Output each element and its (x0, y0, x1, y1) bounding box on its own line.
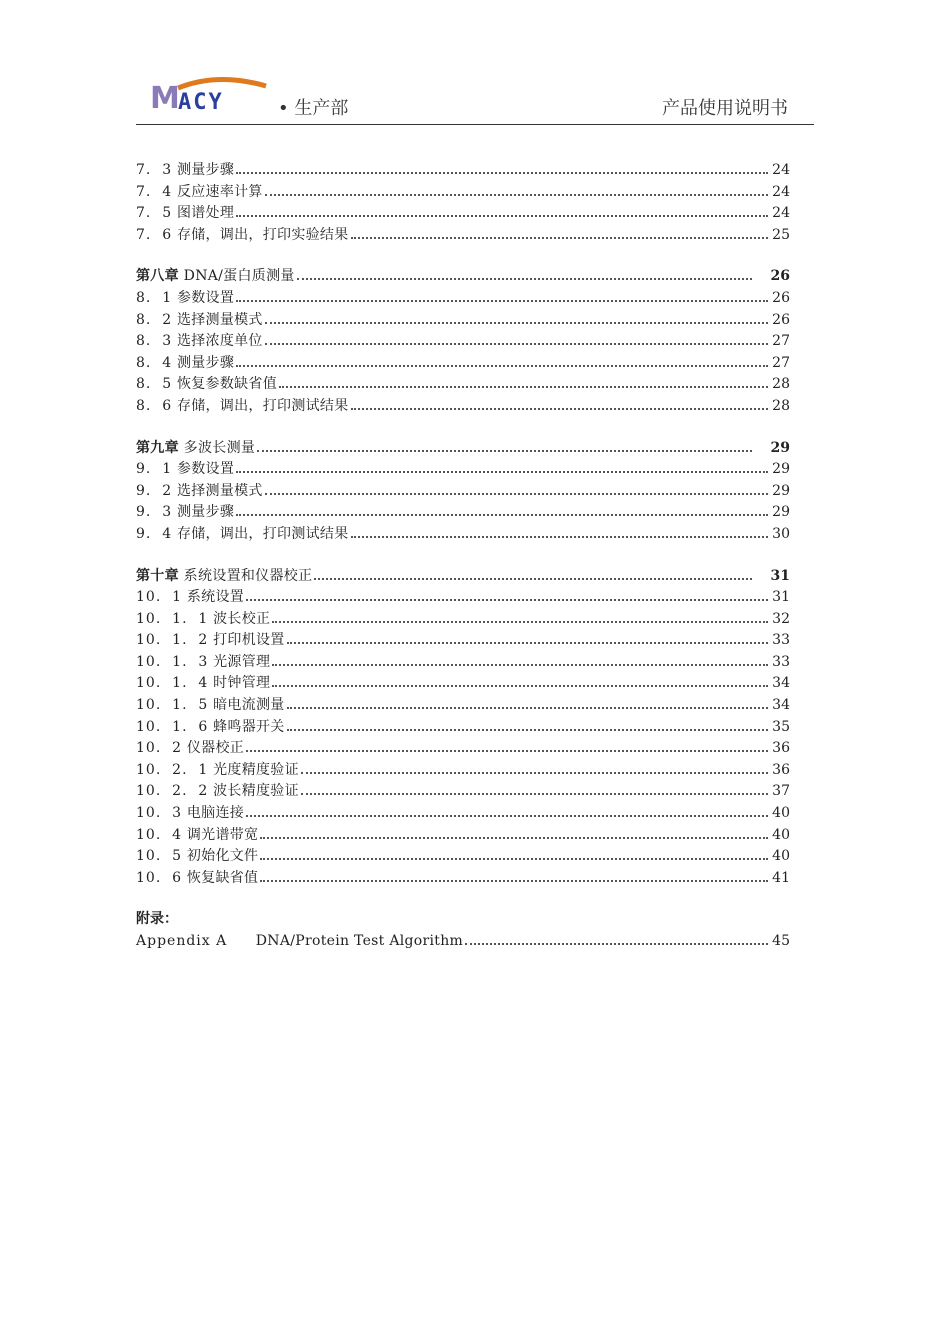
page-number: 36 (772, 740, 790, 757)
section-number: 10. 1. 5 (136, 697, 209, 714)
page-number: 25 (772, 226, 790, 243)
appendix-heading: 附录： (136, 911, 178, 928)
toc-entry[interactable] (136, 182, 790, 204)
section-title: 波长校正 (213, 610, 271, 627)
toc-entry-label (136, 225, 349, 247)
chapter-title: DNA/蛋白质测量 (183, 268, 295, 285)
toc-entry-label (136, 396, 349, 418)
chapter-title: 多波长测量 (183, 439, 256, 456)
page-number: 29 (770, 439, 790, 456)
toc-entry[interactable] (136, 609, 790, 631)
toc-entry-label (136, 868, 258, 890)
toc-entry-label (136, 310, 263, 332)
toc-group-9 (136, 459, 790, 545)
toc-entry[interactable] (136, 331, 790, 353)
page-number: 24 (772, 205, 790, 222)
section-number: 8. 6 (136, 397, 173, 414)
page-number: 34 (772, 697, 790, 714)
page-number: 26 (770, 268, 790, 285)
dot-leader (260, 880, 768, 882)
toc-group-10 (136, 587, 790, 889)
toc-chapter-10[interactable] (136, 566, 790, 588)
section-title: 图谱处理 (176, 205, 235, 222)
dot-leader (246, 815, 768, 817)
page-number: 40 (772, 848, 790, 865)
section-title: 测量步骤 (176, 354, 235, 371)
section-number: 10. 1. 1 (136, 610, 209, 627)
section-number: 10. 3 (136, 805, 183, 822)
toc-entry[interactable] (136, 695, 790, 717)
section-title: 系统设置 (186, 589, 245, 606)
dot-leader (236, 172, 768, 174)
section-title: DNA/Protein Test Algorithm (255, 933, 464, 949)
section-number: Appendix A (136, 933, 228, 949)
toc-chapter-9[interactable] (136, 438, 790, 460)
page-number: 28 (772, 397, 790, 414)
toc-group-7 (136, 160, 790, 246)
page-number: 29 (772, 482, 790, 499)
toc-entry[interactable] (136, 459, 790, 481)
section-number: 10. 1. 4 (136, 675, 209, 692)
toc-entry-label (136, 524, 349, 546)
section-number: 10. 2. 1 (136, 761, 209, 778)
page-number: 35 (772, 718, 790, 735)
dot-leader (272, 621, 768, 623)
toc-group-8 (136, 288, 790, 418)
section-number: 8. 3 (136, 333, 173, 350)
macy-logo (148, 74, 268, 114)
section-title: 光度精度验证 (213, 761, 299, 778)
toc-entry-label (136, 652, 270, 674)
toc-entry[interactable] (136, 524, 790, 546)
document-title: 产品使用说明书 (662, 98, 788, 119)
section-title: 波长精度验证 (213, 783, 299, 800)
dot-leader (297, 278, 752, 280)
toc-entry-label (136, 781, 299, 803)
section-title: 存储，调出，打印测试结果 (176, 525, 349, 542)
dot-leader (351, 237, 768, 239)
section-number: 8. 4 (136, 354, 173, 371)
toc-entry[interactable] (136, 630, 790, 652)
dot-leader (236, 471, 768, 473)
page-number: 29 (772, 504, 790, 521)
dot-leader (287, 642, 768, 644)
page-number: 33 (772, 632, 790, 649)
section-title: 选择测量模式 (176, 482, 263, 499)
toc-entry[interactable] (136, 374, 790, 396)
toc-entry-label (136, 803, 244, 825)
page-number: 36 (772, 761, 790, 778)
section-title: 时钟管理 (213, 675, 271, 692)
dot-leader (265, 343, 768, 345)
toc-entry-label (136, 288, 234, 310)
section-title: 光源管理 (213, 653, 271, 670)
svg-text:ACY: ACY (178, 90, 224, 114)
page-number: 40 (772, 805, 790, 822)
dot-leader (287, 707, 768, 709)
toc-entry[interactable] (136, 760, 790, 782)
section-title: 存储，调出，打印测试结果 (176, 397, 349, 414)
page-number: 31 (772, 589, 790, 606)
dot-leader (465, 943, 768, 945)
toc-entry-label (136, 931, 463, 953)
section-title: 仪器校正 (186, 740, 245, 757)
section-number: 10. 6 (136, 869, 183, 886)
toc-entry[interactable] (136, 717, 790, 739)
section-number: 10. 1 (136, 589, 183, 606)
section-title: 恢复缺省值 (186, 869, 259, 886)
section-number: 7. 4 (136, 183, 173, 200)
page-number: 27 (772, 333, 790, 350)
toc-entry[interactable] (136, 481, 790, 503)
section-title: 测量步骤 (176, 504, 235, 521)
dot-leader (260, 858, 768, 860)
section-title: 选择测量模式 (176, 311, 263, 328)
toc-entry[interactable] (136, 803, 790, 825)
section-title: 存储，调出，打印实验结果 (176, 226, 349, 243)
dot-leader (272, 685, 768, 687)
dot-leader (351, 408, 768, 410)
chapter-number: 第九章 (136, 439, 179, 456)
page-number: 29 (772, 461, 790, 478)
toc-entry[interactable] (136, 225, 790, 247)
section-title: 参数设置 (176, 289, 235, 306)
toc-entry-label (136, 331, 263, 353)
toc-entry-label (136, 760, 299, 782)
toc-entry[interactable] (136, 203, 790, 225)
section-number: 9. 3 (136, 504, 173, 521)
section-number: 10. 4 (136, 826, 183, 843)
toc-entry[interactable] (136, 738, 790, 760)
page-number: 26 (772, 311, 790, 328)
dot-leader (246, 750, 768, 752)
section-number: 9. 4 (136, 525, 173, 542)
section-title: 蜂鸣器开关 (213, 718, 285, 735)
toc-entry[interactable] (136, 587, 790, 609)
page-header (136, 72, 814, 125)
dot-leader (265, 194, 768, 196)
toc-entry-label (136, 846, 258, 868)
page-number: 28 (772, 376, 790, 393)
dot-leader (246, 599, 768, 601)
toc-entry[interactable] (136, 310, 790, 332)
page-number: 24 (772, 183, 790, 200)
dot-leader (260, 837, 768, 839)
toc-entry-label (136, 695, 285, 717)
toc-entry[interactable] (136, 288, 790, 310)
page-number: 24 (772, 162, 790, 178)
toc-chapter-8[interactable] (136, 266, 790, 288)
section-number: 9. 2 (136, 482, 173, 499)
toc-entry[interactable] (136, 931, 790, 953)
toc-entry-label (136, 609, 270, 631)
page-number: 30 (772, 525, 790, 542)
toc-entry-label (136, 374, 277, 396)
toc-entry-label (136, 825, 258, 847)
section-number: 8. 1 (136, 289, 173, 306)
dot-leader (314, 578, 752, 580)
section-number: 10. 2. 2 (136, 783, 209, 800)
toc-entry-label (136, 481, 263, 503)
page-number: 37 (772, 783, 790, 800)
dot-leader (272, 664, 768, 666)
page-number: 41 (772, 869, 790, 886)
section-number: 7. 5 (136, 205, 173, 222)
section-number: 8. 5 (136, 376, 173, 393)
section-title: 暗电流测量 (213, 697, 285, 714)
page-number: 32 (772, 610, 790, 627)
toc-entry[interactable] (136, 846, 790, 868)
dot-leader (257, 450, 752, 452)
page-number: 34 (772, 675, 790, 692)
toc-entry-label (136, 630, 285, 652)
svg-text:M: M (150, 81, 180, 114)
section-title: 参数设置 (176, 461, 235, 478)
toc-entry-label (136, 203, 234, 225)
section-number: 8. 2 (136, 311, 173, 328)
toc-entry-label (136, 160, 234, 182)
toc-group-appendix (136, 931, 790, 953)
dot-leader (301, 772, 768, 774)
dot-leader (265, 493, 768, 495)
dot-leader (236, 514, 768, 516)
section-title: 初始化文件 (186, 848, 259, 865)
dot-leader (301, 793, 768, 795)
toc-entry-label (136, 459, 234, 481)
section-number: 10. 1. 6 (136, 718, 209, 735)
dot-leader (236, 300, 768, 302)
section-title: 调光谱带宽 (186, 826, 259, 843)
page-number: 27 (772, 354, 790, 371)
dot-leader (351, 536, 768, 538)
toc-entry[interactable] (136, 502, 790, 524)
chapter-number: 第十章 (136, 567, 179, 584)
toc-entry-label (136, 502, 234, 524)
section-title: 电脑连接 (186, 805, 245, 822)
section-number: 9. 1 (136, 461, 173, 478)
dot-leader (287, 729, 768, 731)
toc-entry[interactable] (136, 353, 790, 375)
dot-leader (279, 386, 768, 388)
chapter-title: 系统设置和仪器校正 (183, 567, 313, 584)
section-number: 10. 1. 3 (136, 653, 209, 670)
toc-entry-label (136, 353, 234, 375)
page-number: 31 (770, 567, 790, 584)
toc-entry[interactable] (136, 825, 790, 847)
toc-entry[interactable] (136, 396, 790, 418)
section-title: 恢复参数缺省值 (176, 376, 278, 393)
toc-entry-label (136, 587, 244, 609)
section-number: 7. 6 (136, 226, 173, 243)
page-number: 40 (772, 826, 790, 843)
section-title: 反应速率计算 (176, 183, 263, 200)
toc-entry-label (136, 182, 263, 204)
section-number: 10. 2 (136, 740, 183, 757)
section-title: 测量步骤 (176, 162, 235, 178)
page-number: 33 (772, 653, 790, 670)
section-number: 7. 3 (136, 162, 173, 178)
dot-leader (236, 215, 768, 217)
section-number: 10. 1. 2 (136, 632, 209, 649)
page-number: 45 (772, 933, 790, 949)
chapter-number: 第八章 (136, 268, 179, 285)
toc-entry[interactable] (136, 781, 790, 803)
table-of-contents (136, 160, 790, 953)
dot-leader (265, 322, 768, 324)
dot-leader (236, 365, 768, 367)
toc-entry-label (136, 717, 285, 739)
toc-entry[interactable] (136, 673, 790, 695)
department-label: • 生产部 (278, 98, 349, 119)
toc-entry[interactable] (136, 652, 790, 674)
toc-entry-label (136, 738, 244, 760)
section-title: 打印机设置 (213, 632, 285, 649)
toc-entry[interactable] (136, 160, 790, 182)
toc-entry-label (136, 673, 270, 695)
section-number: 10. 5 (136, 848, 183, 865)
toc-entry[interactable] (136, 868, 790, 890)
page-number: 26 (772, 289, 790, 306)
section-title: 选择浓度单位 (176, 333, 263, 350)
